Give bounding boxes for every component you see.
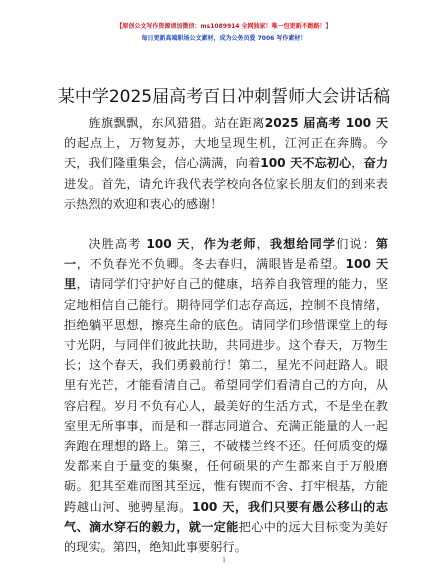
promo-banner-line-1: 【原创公文写作资源请加微信：ms1089914 全网独家！唯一包更新不跑路！】: [116, 23, 332, 30]
body-text-run: 旌旗飘飘，东风猎猎。站在距离: [88, 116, 265, 130]
document-body: [64, 113, 388, 557]
emphasis-text: 作为老师: [203, 237, 257, 252]
body-text-run: ，请同学们守护好自己的健康，培养自我管理的能力，坚定地相信自己能行。期待同学们志存高远，控制不良情绪，拒绝躺平思想，擦亮生命的底色。请同学们珍惜课堂上的每寸光阴，与同伴们彼此扶助，共同进步。这个春天，万物生长；这个春天，我们勇毅前行！第二，星光不问赶路人。眼里有光芒，才能看清自己。希望同学们看清自己的方向，从容启程。岁月不负有心人，最美好的生活方式，不是坐在教室里无所事事，而是和一群志同道合、充满正能量的人一起奔跑在理想的路上。第三，不破楼兰终不还。任何质变的爆发都来自于量变的集聚，任何硕果的产生都来自于万般磨砺。犯其至难而图其至远，惟有锲而不舍、打牢根基，方能跨越山河、驰骋星海。: [64, 277, 389, 514]
body-text-run: ，: [256, 237, 270, 252]
body-text-run: 决胜高考: [88, 237, 147, 252]
page-number: 1: [222, 556, 226, 564]
emphasis-text: 我想给同学: [269, 237, 337, 252]
body-text-run: 的起点上，万物复苏，大地呈现生机，江河正在奔腾。今天，我们隆重集会，信心满满，向着: [64, 136, 388, 171]
body-text-run: 进发。首先，请允许我代表学校向各位家长朋友们的到来表示热烈的欢迎和衷心的感谢！: [64, 176, 388, 211]
body-text-run: ，: [190, 237, 204, 252]
promo-banner-line-2: 每日更新高端职场公文素材，成为公务员爱 7006 写作素材！: [141, 35, 307, 42]
emphasis-text: 奋力: [363, 156, 389, 171]
document-title: 某中学2025届高考百日冲刺誓师大会讲话稿: [57, 87, 391, 107]
emphasis-text: 2025 届高考 100 天: [264, 116, 389, 130]
paragraph-opening: [64, 113, 388, 214]
emphasis-text: 100 天不忘初心: [260, 156, 352, 171]
body-text-run: 们说：: [336, 237, 376, 252]
emphasis-text: 100 天: [146, 237, 191, 252]
emphasis-text: 100 天，我们只要有愚公移山的志气、滴水穿石的毅力，就一定能: [64, 499, 389, 534]
emphasis-text: 第一: [64, 237, 389, 272]
body-text-run: 把心中的远大目标变为美好的现实。第四，绝知此事要躬行。: [64, 519, 389, 555]
paragraph-main: [64, 234, 388, 557]
body-text-run: ，: [351, 156, 364, 171]
body-text-run: ，不负春光不负卿。冬去春归，满眼皆是希望。: [76, 257, 346, 272]
emphasis-text: 100 天里: [64, 257, 389, 292]
